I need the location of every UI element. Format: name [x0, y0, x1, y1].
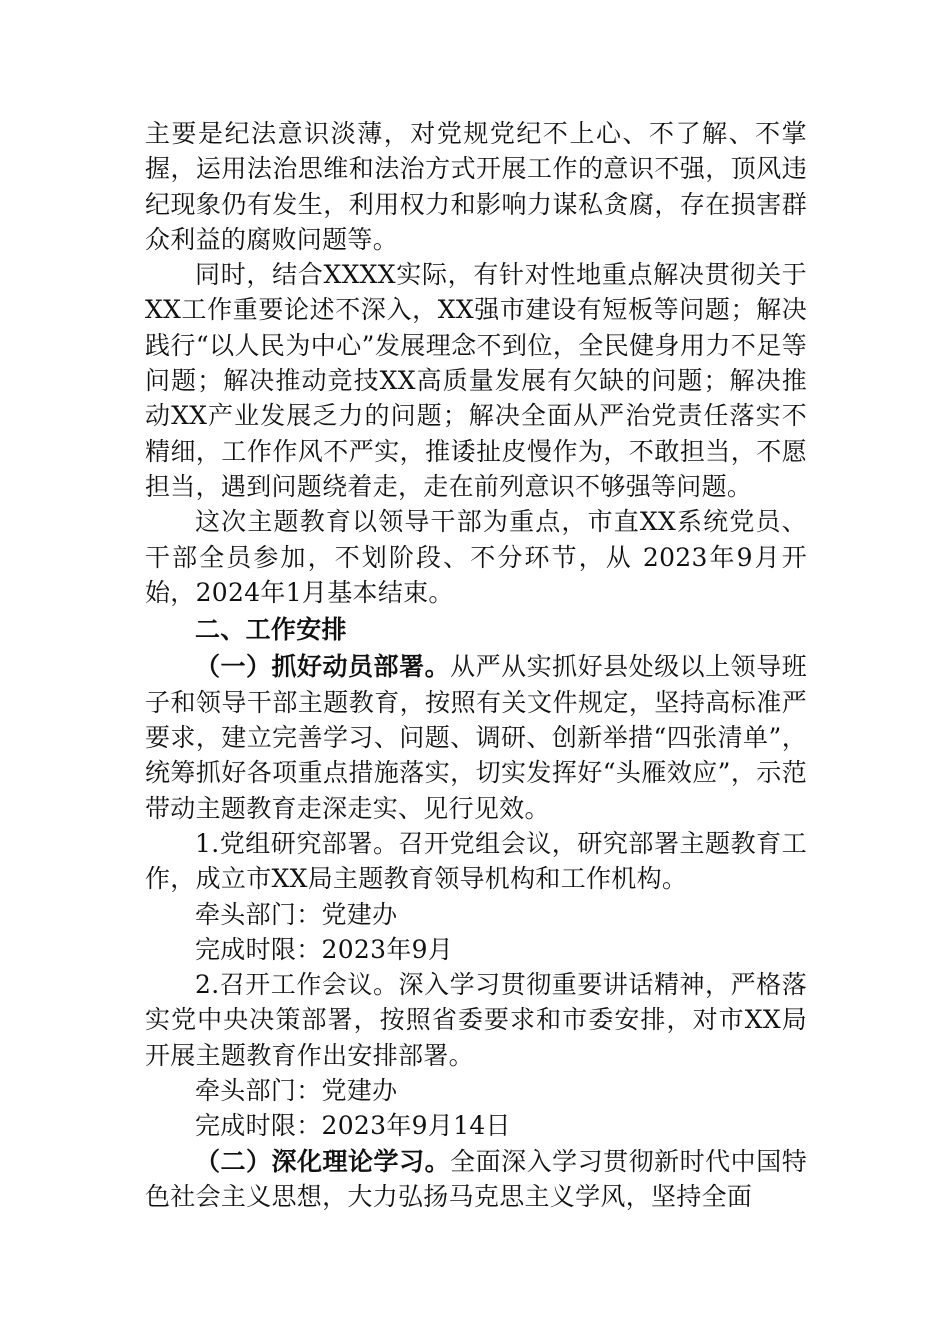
lead-department-1: 牵头部门：党建办 [195, 899, 398, 929]
item-body-mobilization: 从严从实抓好县处级以上领导班子和领导干部主题教育，按照有关文件规定，坚持高标准严要求，建立完善学习、问题、调研、创新举措“四张清单”，统筹抓好各项重点措施落实，切实发挥好“头雁效应”，示范带动主题教育走深走实、见行见效。 [145, 652, 807, 823]
paragraph-mobilization [145, 649, 807, 825]
paragraph-corruption-issues: 主要是纪法意识淡薄，对党规党纪不上心、不了解、不掌握，运用法治思维和法治方式开展工作的意识不强，顶风违纪现象仍有发生，利用权力和影响力谋私贪腐，存在损害群众利益的腐败问题等。 [145, 119, 807, 254]
paragraph-work-meeting: 2.召开工作会议。深入学习贯彻重要讲话精神，严格落实党中央决策部署，按照省委要求和市委安排，对市XX局开展主题教育作出安排部署。 [145, 970, 807, 1070]
item-lead-theory-study: （二）深化理论学习。 [195, 1146, 451, 1176]
item-lead-mobilization: （一）抓好动员部署。 [195, 652, 451, 682]
deadline-1: 完成时限：2023年9月 [195, 934, 454, 964]
paragraph-theory-study [145, 1144, 807, 1215]
document-page [145, 116, 807, 1214]
section-heading-work-arrangement: 二、工作安排 [195, 615, 347, 645]
paragraph-targeted-problems: 同时，结合XXXX实际，有针对性地重点解决贯彻关于XX工作重要论述不深入，XX强市建设有短板等问题；解决践行“以人民为中心”发展理念不到位，全民健身用力不足等问题；解决推动竞技XX高质量发展有欠缺的问题；解决推动XX产业发展乏力的问题；解决全面从严治党责任落实不精细，工作作风不严实，推诿扯皮慢作为，不敢担当，不愿担当，遇到问题绕着走，走在前列意识不够强等问题。 [145, 260, 807, 501]
item-body-theory-study: 全面深入学习贯彻新时代中国特色社会主义思想，大力弘扬马克思主义学风，坚持全面 [145, 1146, 807, 1211]
lead-department-2: 牵头部门：党建办 [195, 1076, 398, 1106]
paragraph-party-group-deployment: 1.党组研究部署。召开党组会议，研究部署主题教育工作，成立市XX局主题教育领导机构和工作机构。 [145, 828, 807, 894]
paragraph-education-scope: 这次主题教育以领导干部为重点，市直XX系统党员、干部全员参加，不划阶段、不分环节，从 2023年9月开始，2024年1月基本结束。 [145, 507, 807, 607]
deadline-2: 完成时限：2023年9月14日 [195, 1111, 511, 1141]
